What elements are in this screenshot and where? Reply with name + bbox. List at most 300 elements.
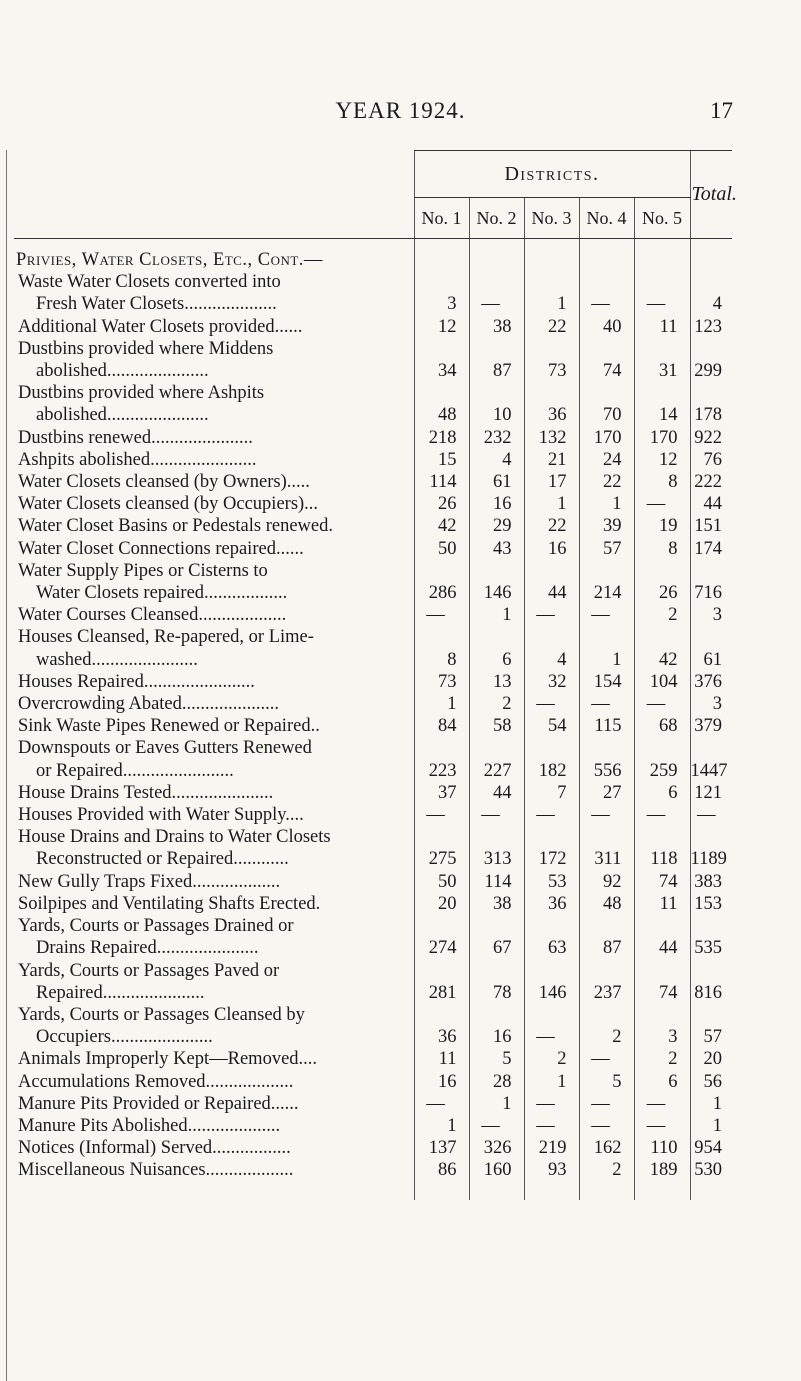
district-4-cell: 162 xyxy=(579,1137,634,1159)
row-label xyxy=(14,693,414,715)
district-2-cell: 114 xyxy=(469,871,524,893)
total-cell: 56 xyxy=(690,1071,732,1093)
district-2-cell: 58 xyxy=(469,715,524,737)
district-1-cell: 26 xyxy=(414,493,469,515)
table-footer-spacer xyxy=(14,1182,732,1200)
row-label-line: Yards, Courts or Passages Cleansed by xyxy=(18,1004,305,1025)
total-cell: 530 xyxy=(690,1159,732,1181)
district-5-cell: — xyxy=(634,271,690,315)
row-label-line: Downspouts or Eaves Gutters Renewed xyxy=(18,738,312,759)
district-header-3: No. 3 xyxy=(524,198,579,239)
row-label xyxy=(14,382,414,426)
district-4-cell: 556 xyxy=(579,737,634,781)
district-5-cell: 170 xyxy=(634,427,690,449)
district-1-cell: 8 xyxy=(414,626,469,670)
total-cell: 20 xyxy=(690,1048,732,1070)
district-2-cell: 4 xyxy=(469,449,524,471)
district-1-cell: 36 xyxy=(414,1004,469,1048)
row-label xyxy=(14,871,414,893)
row-label xyxy=(14,493,414,515)
row-label xyxy=(14,804,414,826)
row-label-line: House Drains Tested...................... xyxy=(18,782,274,803)
district-2-cell: 16 xyxy=(469,1004,524,1048)
total-cell: 178 xyxy=(690,382,732,426)
district-3-cell: 146 xyxy=(524,960,579,1004)
district-2-cell: 146 xyxy=(469,560,524,604)
row-label-line: Soilpipes and Ventilating Shafts Erected. xyxy=(18,893,321,914)
district-1-cell: 42 xyxy=(414,515,469,537)
district-3-cell: 1 xyxy=(524,1071,579,1093)
row-label xyxy=(14,604,414,626)
total-cell: 4 xyxy=(690,271,732,315)
district-1-cell: 275 xyxy=(414,826,469,870)
table-row xyxy=(14,626,732,670)
district-2-cell: 313 xyxy=(469,826,524,870)
row-label-line: Houses Provided with Water Supply.... xyxy=(18,805,304,826)
district-5-cell: 6 xyxy=(634,1071,690,1093)
table-row xyxy=(14,1004,732,1048)
district-1-cell: 223 xyxy=(414,737,469,781)
table-row xyxy=(14,1115,732,1137)
row-label xyxy=(14,271,414,315)
district-3-cell: — xyxy=(524,804,579,826)
district-4-cell: — xyxy=(579,693,634,715)
total-cell: 379 xyxy=(690,715,732,737)
district-5-cell: 11 xyxy=(634,893,690,915)
row-label-line: Animals Improperly Kept—Removed.... xyxy=(18,1049,318,1070)
row-label xyxy=(14,1004,414,1048)
row-label xyxy=(14,915,414,959)
district-5-cell: — xyxy=(634,1115,690,1137)
district-1-cell: 274 xyxy=(414,915,469,959)
district-3-cell: 22 xyxy=(524,316,579,338)
row-label xyxy=(14,1048,414,1070)
total-cell: 222 xyxy=(690,471,732,493)
district-2-cell: 61 xyxy=(469,471,524,493)
district-1-cell: — xyxy=(414,604,469,626)
table-row xyxy=(14,338,732,382)
district-1-cell: 20 xyxy=(414,893,469,915)
district-header-2: No. 2 xyxy=(469,198,524,239)
table-row xyxy=(14,493,732,515)
table-row xyxy=(14,538,732,560)
district-2-cell: 87 xyxy=(469,338,524,382)
district-2-cell: — xyxy=(469,1115,524,1137)
total-cell: 174 xyxy=(690,538,732,560)
district-2-cell: 38 xyxy=(469,893,524,915)
row-label-continuation: Reconstructed or Repaired............ xyxy=(36,849,289,870)
district-4-cell: 170 xyxy=(579,427,634,449)
district-5-cell: 3 xyxy=(634,1004,690,1048)
district-1-cell: 3 xyxy=(414,271,469,315)
district-2-cell: 326 xyxy=(469,1137,524,1159)
row-label xyxy=(14,671,414,693)
district-4-cell: 70 xyxy=(579,382,634,426)
district-4-cell: 237 xyxy=(579,960,634,1004)
table-row xyxy=(14,1137,732,1159)
row-label xyxy=(14,560,414,604)
district-4-cell: 24 xyxy=(579,449,634,471)
district-5-cell: — xyxy=(634,693,690,715)
district-1-cell: 37 xyxy=(414,782,469,804)
district-3-cell: 36 xyxy=(524,382,579,426)
district-3-cell: 2 xyxy=(524,1048,579,1070)
row-label-continuation: Occupiers...................... xyxy=(36,1027,213,1048)
district-1-cell: 281 xyxy=(414,960,469,1004)
district-3-cell: 32 xyxy=(524,671,579,693)
table-row xyxy=(14,693,732,715)
total-cell: 44 xyxy=(690,493,732,515)
district-1-cell: 15 xyxy=(414,449,469,471)
row-label xyxy=(14,427,414,449)
district-5-cell: 44 xyxy=(634,915,690,959)
row-label-line: Miscellaneous Nuisances................... xyxy=(18,1160,294,1181)
row-label-line: Water Courses Cleansed................... xyxy=(18,605,287,626)
table-row xyxy=(14,604,732,626)
total-cell: 3 xyxy=(690,693,732,715)
district-2-cell: 29 xyxy=(469,515,524,537)
district-5-cell: 8 xyxy=(634,471,690,493)
district-5-cell: 31 xyxy=(634,338,690,382)
row-label-line: Additional Water Closets provided...... xyxy=(18,316,303,337)
total-cell: — xyxy=(690,804,732,826)
row-label-continuation: Repaired...................... xyxy=(36,982,205,1003)
total-cell: 922 xyxy=(690,427,732,449)
district-1-cell: 84 xyxy=(414,715,469,737)
row-label-continuation: Water Closets repaired.................. xyxy=(36,583,288,604)
district-5-cell: 118 xyxy=(634,826,690,870)
district-5-cell: 189 xyxy=(634,1159,690,1181)
table-row xyxy=(14,893,732,915)
district-2-cell: 43 xyxy=(469,538,524,560)
district-2-cell: 67 xyxy=(469,915,524,959)
district-4-cell: 48 xyxy=(579,893,634,915)
row-label xyxy=(14,782,414,804)
district-3-cell: — xyxy=(524,693,579,715)
district-5-cell: 14 xyxy=(634,382,690,426)
district-2-cell: 10 xyxy=(469,382,524,426)
district-4-cell: 74 xyxy=(579,338,634,382)
header-title: YEAR 1924. xyxy=(335,98,466,123)
district-2-cell: 28 xyxy=(469,1071,524,1093)
district-5-cell: 26 xyxy=(634,560,690,604)
district-1-cell: 114 xyxy=(414,471,469,493)
section-title: Privies, Water Closets, Etc., Cont.— xyxy=(16,250,323,270)
district-3-cell: 21 xyxy=(524,449,579,471)
district-4-cell: — xyxy=(579,1048,634,1070)
district-4-cell: — xyxy=(579,271,634,315)
district-4-cell: 154 xyxy=(579,671,634,693)
section-heading-row xyxy=(14,239,732,272)
row-label xyxy=(14,1137,414,1159)
row-label-line: Ashpits abolished....................... xyxy=(18,449,257,470)
total-cell: 3 xyxy=(690,604,732,626)
row-label-line: House Drains and Drains to Water Closets xyxy=(18,827,331,848)
district-5-cell: 11 xyxy=(634,316,690,338)
district-1-cell: 1 xyxy=(414,693,469,715)
table-row xyxy=(14,1159,732,1181)
total-cell: 151 xyxy=(690,515,732,537)
row-label-line: Sink Waste Pipes Renewed or Repaired.. xyxy=(18,716,320,737)
page-number: 17 xyxy=(710,98,733,123)
district-2-cell: 13 xyxy=(469,671,524,693)
district-1-cell: 286 xyxy=(414,560,469,604)
district-2-cell: 160 xyxy=(469,1159,524,1181)
row-label-line: Water Closet Connections repaired...... xyxy=(18,538,304,559)
total-cell: 153 xyxy=(690,893,732,915)
district-4-cell: 214 xyxy=(579,560,634,604)
district-1-cell: 48 xyxy=(414,382,469,426)
district-5-cell: 2 xyxy=(634,604,690,626)
table-row xyxy=(14,471,732,493)
row-label-line: Water Closets cleansed (by Occupiers)... xyxy=(18,494,319,515)
district-3-cell: 36 xyxy=(524,893,579,915)
table-row xyxy=(14,960,732,1004)
district-3-cell: — xyxy=(524,1093,579,1115)
table-row xyxy=(14,671,732,693)
district-header-row xyxy=(14,198,732,239)
running-head xyxy=(0,98,801,128)
table-row xyxy=(14,271,732,315)
district-1-cell: — xyxy=(414,804,469,826)
table-row xyxy=(14,782,732,804)
row-label-line: Dustbins provided where Middens xyxy=(18,338,274,359)
total-cell: 1 xyxy=(690,1093,732,1115)
district-4-cell: 1 xyxy=(579,493,634,515)
district-5-cell: — xyxy=(634,1093,690,1115)
row-label-line: Manure Pits Abolished.................... xyxy=(18,1115,281,1136)
district-5-cell: 19 xyxy=(634,515,690,537)
page-margin-rule xyxy=(6,150,7,1381)
district-5-cell: 2 xyxy=(634,1048,690,1070)
district-2-cell: 1 xyxy=(469,604,524,626)
district-5-cell: 74 xyxy=(634,960,690,1004)
row-label-continuation: abolished...................... xyxy=(36,405,209,426)
district-4-cell: 40 xyxy=(579,316,634,338)
sanitary-statistics-table xyxy=(14,150,737,1200)
district-5-cell: 74 xyxy=(634,871,690,893)
district-4-cell: 115 xyxy=(579,715,634,737)
total-cell: 816 xyxy=(690,960,732,1004)
total-cell: 1 xyxy=(690,1115,732,1137)
district-1-cell: 16 xyxy=(414,1071,469,1093)
row-label xyxy=(14,737,414,781)
row-label xyxy=(14,893,414,915)
row-label xyxy=(14,1071,414,1093)
table-row xyxy=(14,804,732,826)
row-label-line: Notices (Informal) Served................. xyxy=(18,1138,291,1159)
row-label xyxy=(14,826,414,870)
district-5-cell: 259 xyxy=(634,737,690,781)
row-label xyxy=(14,316,414,338)
row-label-line: Houses Cleansed, Re-papered, or Lime- xyxy=(18,627,314,648)
row-label-continuation: Drains Repaired...................... xyxy=(36,938,259,959)
district-3-cell: 182 xyxy=(524,737,579,781)
row-label xyxy=(14,1159,414,1181)
row-label xyxy=(14,715,414,737)
table-row xyxy=(14,737,732,781)
district-5-cell: 42 xyxy=(634,626,690,670)
table-row xyxy=(14,915,732,959)
row-label-continuation: abolished...................... xyxy=(36,361,209,382)
district-5-cell: — xyxy=(634,804,690,826)
row-label-line: Overcrowding Abated..................... xyxy=(18,694,280,715)
district-3-cell: 172 xyxy=(524,826,579,870)
row-label-line: Yards, Courts or Passages Paved or xyxy=(18,960,280,981)
district-4-cell: 311 xyxy=(579,826,634,870)
district-3-cell: — xyxy=(524,1004,579,1048)
district-3-cell: 132 xyxy=(524,427,579,449)
district-5-cell: — xyxy=(634,493,690,515)
district-1-cell: 86 xyxy=(414,1159,469,1181)
district-3-cell: 63 xyxy=(524,915,579,959)
district-3-cell: — xyxy=(524,604,579,626)
district-3-cell: 53 xyxy=(524,871,579,893)
row-label-line: Houses Repaired........................ xyxy=(18,671,255,692)
row-label-line: Dustbins provided where Ashpits xyxy=(18,383,265,404)
district-4-cell: 87 xyxy=(579,915,634,959)
district-2-cell: 78 xyxy=(469,960,524,1004)
row-label-line: Yards, Courts or Passages Drained or xyxy=(18,916,294,937)
district-header-1: No. 1 xyxy=(414,198,469,239)
district-3-cell: 7 xyxy=(524,782,579,804)
district-3-cell: 22 xyxy=(524,515,579,537)
row-label xyxy=(14,626,414,670)
district-3-cell: 44 xyxy=(524,560,579,604)
district-3-cell: 54 xyxy=(524,715,579,737)
district-4-cell: 2 xyxy=(579,1159,634,1181)
row-label-line: Manure Pits Provided or Repaired...... xyxy=(18,1093,299,1114)
table-row xyxy=(14,560,732,604)
table-body xyxy=(14,239,732,1200)
row-label xyxy=(14,471,414,493)
district-2-cell: 5 xyxy=(469,1048,524,1070)
row-label-line: Waste Water Closets converted into xyxy=(18,272,281,293)
total-cell: 716 xyxy=(690,560,732,604)
district-4-cell: 57 xyxy=(579,538,634,560)
district-2-cell: 44 xyxy=(469,782,524,804)
district-2-cell: 1 xyxy=(469,1093,524,1115)
total-cell: 57 xyxy=(690,1004,732,1048)
label-column-header xyxy=(14,151,414,198)
district-2-cell: 232 xyxy=(469,427,524,449)
district-1-cell: 34 xyxy=(414,338,469,382)
total-header: Total. xyxy=(690,151,732,239)
total-cell: 121 xyxy=(690,782,732,804)
table-row xyxy=(14,316,732,338)
table-row xyxy=(14,449,732,471)
district-5-cell: 12 xyxy=(634,449,690,471)
row-label xyxy=(14,515,414,537)
row-label-line: Water Supply Pipes or Cisterns to xyxy=(18,560,268,581)
row-label xyxy=(14,338,414,382)
district-4-cell: 22 xyxy=(579,471,634,493)
district-4-cell: — xyxy=(579,1093,634,1115)
district-1-cell: 50 xyxy=(414,871,469,893)
total-cell: 299 xyxy=(690,338,732,382)
table-row xyxy=(14,1093,732,1115)
district-1-cell: 50 xyxy=(414,538,469,560)
table-row xyxy=(14,1048,732,1070)
district-1-cell: — xyxy=(414,1093,469,1115)
district-header-4: No. 4 xyxy=(579,198,634,239)
district-3-cell: 1 xyxy=(524,493,579,515)
district-3-cell: 219 xyxy=(524,1137,579,1159)
total-cell: 61 xyxy=(690,626,732,670)
total-cell: 376 xyxy=(690,671,732,693)
total-cell: 1189 xyxy=(690,826,732,870)
district-2-cell: 2 xyxy=(469,693,524,715)
district-2-cell: — xyxy=(469,271,524,315)
district-4-cell: 2 xyxy=(579,1004,634,1048)
district-1-cell: 218 xyxy=(414,427,469,449)
row-label-line: Accumulations Removed................... xyxy=(18,1071,294,1092)
table-row xyxy=(14,715,732,737)
district-header-5: No. 5 xyxy=(634,198,690,239)
district-4-cell: 1 xyxy=(579,626,634,670)
district-2-cell: 16 xyxy=(469,493,524,515)
district-4-cell: — xyxy=(579,604,634,626)
district-3-cell: 4 xyxy=(524,626,579,670)
district-2-cell: 227 xyxy=(469,737,524,781)
district-2-cell: 6 xyxy=(469,626,524,670)
districts-header: Districts. xyxy=(414,151,690,198)
row-label xyxy=(14,1115,414,1137)
row-label-line: Water Closet Basins or Pedestals renewed. xyxy=(18,516,333,537)
total-cell: 76 xyxy=(690,449,732,471)
district-1-cell: 11 xyxy=(414,1048,469,1070)
row-label xyxy=(14,960,414,1004)
district-4-cell: 27 xyxy=(579,782,634,804)
district-4-cell: 39 xyxy=(579,515,634,537)
total-cell: 954 xyxy=(690,1137,732,1159)
row-label xyxy=(14,1093,414,1115)
district-4-cell: — xyxy=(579,1115,634,1137)
district-3-cell: 93 xyxy=(524,1159,579,1181)
district-3-cell: 1 xyxy=(524,271,579,315)
total-cell: 1447 xyxy=(690,737,732,781)
row-label-continuation: or Repaired........................ xyxy=(36,760,234,781)
row-label-line: Water Closets cleansed (by Owners)..... xyxy=(18,472,310,493)
district-5-cell: 110 xyxy=(634,1137,690,1159)
row-label-line: Dustbins renewed...................... xyxy=(18,427,253,448)
table-row xyxy=(14,515,732,537)
row-label-continuation: washed....................... xyxy=(36,649,198,670)
table-row xyxy=(14,427,732,449)
total-cell: 383 xyxy=(690,871,732,893)
district-3-cell: — xyxy=(524,1115,579,1137)
table-row xyxy=(14,871,732,893)
total-cell: 535 xyxy=(690,915,732,959)
table-row xyxy=(14,1071,732,1093)
row-label-line: New Gully Traps Fixed................... xyxy=(18,871,281,892)
district-4-cell: 92 xyxy=(579,871,634,893)
district-3-cell: 16 xyxy=(524,538,579,560)
row-label xyxy=(14,538,414,560)
district-1-cell: 1 xyxy=(414,1115,469,1137)
district-4-cell: — xyxy=(579,804,634,826)
district-3-cell: 73 xyxy=(524,338,579,382)
total-cell: 123 xyxy=(690,316,732,338)
district-2-cell: 38 xyxy=(469,316,524,338)
row-label xyxy=(14,449,414,471)
district-1-cell: 137 xyxy=(414,1137,469,1159)
district-5-cell: 6 xyxy=(634,782,690,804)
district-1-cell: 12 xyxy=(414,316,469,338)
district-4-cell: 5 xyxy=(579,1071,634,1093)
table-row xyxy=(14,826,732,870)
row-label-continuation: Fresh Water Closets.................... xyxy=(36,294,277,315)
